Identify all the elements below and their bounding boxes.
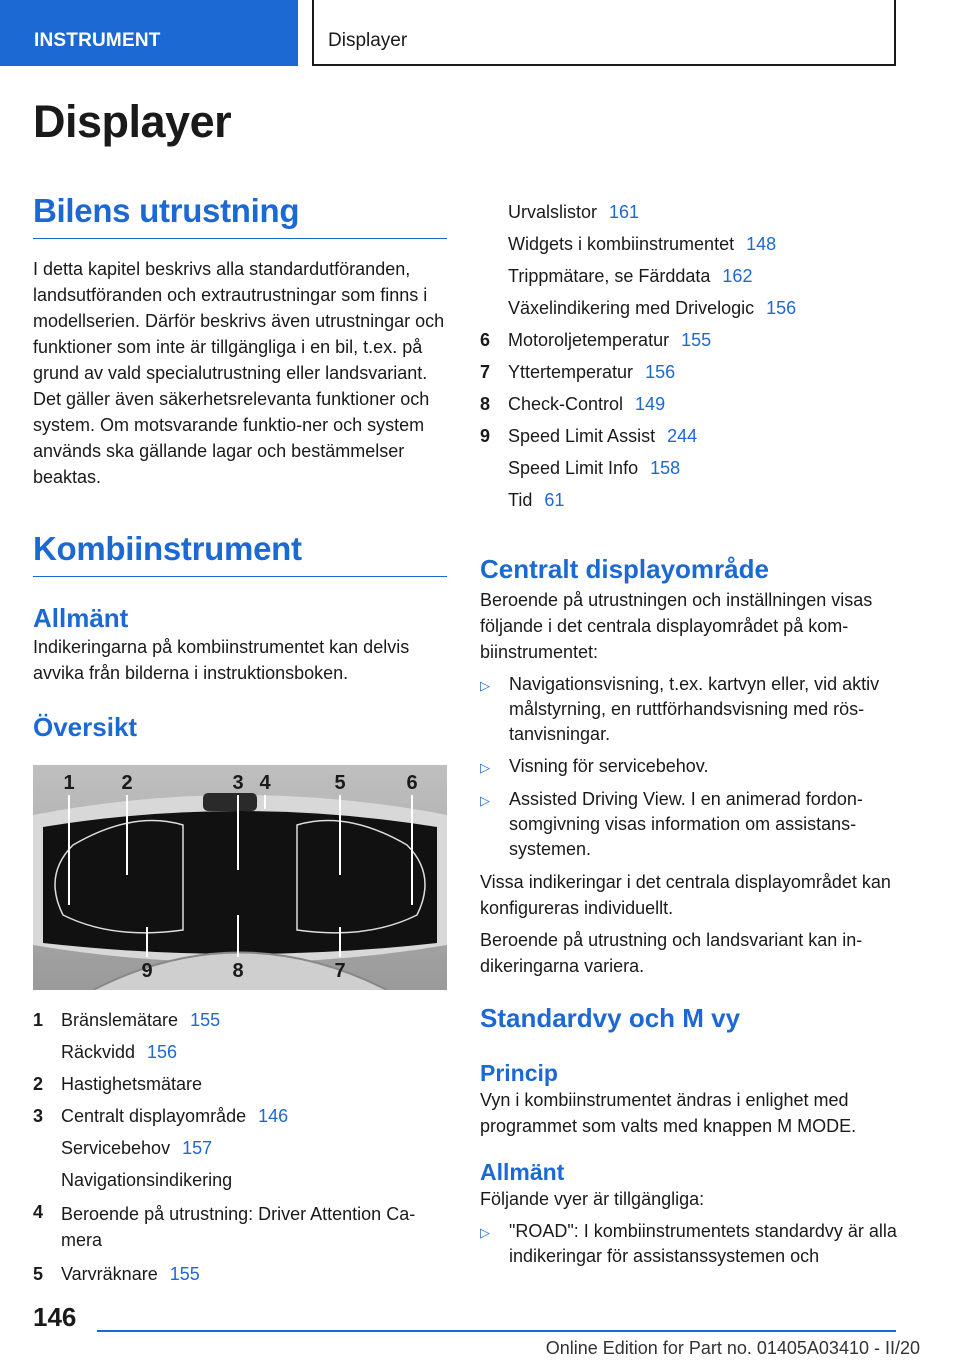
- list-item-number: 7: [480, 362, 491, 382]
- list-item: [480, 484, 898, 516]
- paragraph-princip: Vyn i kombiinstrumentet ändras i enlighet med programmet som valts med knappen M MODE.: [480, 1090, 857, 1136]
- footer-divider: [97, 1330, 896, 1332]
- instrument-cluster-figure: [33, 765, 447, 990]
- heading-oversikt: Översikt: [33, 712, 138, 742]
- list-item-number: [33, 1041, 61, 1063]
- list-item-number: 3: [33, 1106, 44, 1126]
- list-item: [480, 388, 898, 420]
- heading-kombiinstrument: Kombiinstrument: [33, 530, 447, 577]
- list-item: [480, 324, 898, 356]
- list-item: [480, 420, 898, 452]
- list-item: [33, 1196, 447, 1258]
- list-item-text: Yttertemperatur: [508, 362, 634, 382]
- callout-9: 9: [141, 960, 153, 982]
- list-item: [480, 452, 898, 484]
- list-item: [33, 1258, 447, 1290]
- page-reference-link[interactable]: 155: [681, 330, 712, 350]
- paragraph-beroende-pa-utrustning: Beroende på utrustning och landsvariant kan in-dikeringarna variera.: [480, 930, 863, 976]
- list-item-number: [480, 201, 508, 223]
- heading-bilens-utrustning: Bilens utrustning: [33, 192, 447, 239]
- callout-5: 5: [334, 772, 346, 794]
- right-column: [480, 196, 898, 1276]
- page-reference-link[interactable]: 156: [645, 362, 676, 382]
- list-item-number: 5: [33, 1264, 44, 1284]
- list-item-number: 2: [33, 1074, 44, 1094]
- callout-4: 4: [259, 772, 271, 794]
- overview-list-right: [480, 196, 898, 516]
- list-item-text: "ROAD": I kombiinstrumentets standardvy är alla indikeringar för assistanssystemen och: [509, 1221, 897, 1266]
- list-item-text: Urvalslistor: [508, 202, 598, 222]
- list-item: [480, 292, 898, 324]
- overview-list-left: [33, 1004, 447, 1290]
- list-item: [33, 1004, 447, 1036]
- page-reference-link[interactable]: 149: [635, 394, 666, 414]
- list-item-text: Navigationsindikering: [61, 1170, 233, 1190]
- callout-8: 8: [232, 960, 244, 982]
- triangle-bullet-icon: ▷: [480, 678, 490, 693]
- heading-standardvy-och-m-vy: Standardvy och M vy: [480, 1003, 741, 1033]
- list-item-text: Speed Limit Info: [508, 458, 639, 478]
- list-item-number: [480, 297, 508, 319]
- list-item: [480, 228, 898, 260]
- list-item-number: [480, 233, 508, 255]
- page-reference-link[interactable]: 61: [544, 490, 565, 510]
- list-item: [480, 356, 898, 388]
- list-item-text: Visning för servicebehov.: [509, 756, 709, 776]
- list-item-number: [480, 265, 508, 287]
- page-reference-link[interactable]: 156: [766, 298, 797, 318]
- paragraph-centralt-displayomrade: Beroende på utrustningen och inställningen visas följande i det centrala displayområdet på kom-biinstrumentet:: [480, 590, 873, 662]
- list-item-text: Motoroljetemperatur: [508, 330, 670, 350]
- list-item-text: Assisted Driving View. I en animerad fordon-somgivning visas information om assistans-systemen.: [509, 789, 863, 859]
- list-item: [480, 787, 898, 862]
- list-item-text: Servicebehov: [61, 1138, 171, 1158]
- list-item: [33, 1036, 447, 1068]
- triangle-bullet-icon: ▷: [480, 760, 490, 775]
- page-reference-link[interactable]: 161: [609, 202, 640, 222]
- heading-princip: Princip: [480, 1060, 558, 1086]
- page-reference-link[interactable]: 148: [746, 234, 777, 254]
- footer-edition-text: Online Edition for Part no. 01405A03410 - II/20: [545, 1338, 920, 1358]
- list-item-text: Speed Limit Assist: [508, 426, 656, 446]
- list-item-number: [480, 457, 508, 479]
- list-item-number: [480, 489, 508, 511]
- heading-centralt-displayomrade: Centralt displayområde: [480, 554, 769, 584]
- paragraph-allmant: Indikeringarna på kombiinstrumentet kan delvis avvika från bilderna i instruktionsboken.: [33, 637, 410, 683]
- heading-allmant: Allmänt: [33, 603, 129, 633]
- page-reference-link[interactable]: 157: [182, 1138, 213, 1158]
- list-item: [480, 1219, 898, 1269]
- left-column: [33, 192, 447, 1290]
- callout-3: 3: [232, 772, 244, 794]
- list-item-text: Räckvidd: [61, 1042, 136, 1062]
- list-item-number: 9: [480, 426, 491, 446]
- list-item-text: Beroende på utrustning: Driver Attention Ca-mera: [61, 1204, 416, 1250]
- triangle-bullet-icon: ▷: [480, 793, 490, 808]
- list-item: [480, 260, 898, 292]
- list-item-number: [33, 1169, 61, 1191]
- page-reference-link[interactable]: 244: [667, 426, 698, 446]
- instrument-cluster-illustration: [33, 765, 447, 990]
- paragraph-vissa-indikeringar: Vissa indikeringar i det centrala displayområdet kan konfigureras individuellt.: [480, 872, 891, 918]
- list-item-text: Växelindikering med Drivelogic: [508, 298, 755, 318]
- triangle-bullet-icon: ▷: [480, 1225, 490, 1240]
- list-item-text: Navigationsvisning, t.ex. kartvyn eller, vid aktiv målstyrning, en ruttförhandsvisning med rös-tanvisningar.: [509, 674, 880, 744]
- bullet-list-central: [480, 672, 898, 862]
- list-item: [33, 1164, 447, 1196]
- page-reference-link[interactable]: 155: [190, 1010, 221, 1030]
- callout-6: 6: [406, 772, 418, 794]
- page-reference-link[interactable]: 155: [169, 1264, 200, 1284]
- header-section-tab: INSTRUMENT: [0, 0, 298, 66]
- list-item: [33, 1132, 447, 1164]
- list-item-number: 1: [33, 1010, 44, 1030]
- list-item-number: [33, 1137, 61, 1159]
- list-item-text: Centralt displayområde: [61, 1106, 247, 1126]
- list-item-text: Varvräknare: [61, 1264, 158, 1284]
- list-item-text: Check-Control: [508, 394, 624, 414]
- heading-allmant-vyer: Allmänt: [480, 1159, 565, 1185]
- page-number: 146: [33, 1302, 77, 1332]
- list-item: [480, 196, 898, 228]
- page-reference-link[interactable]: 158: [650, 458, 681, 478]
- list-item: [480, 672, 898, 747]
- list-item-text: Trippmätare, se Färddata: [508, 266, 711, 286]
- header-topic-tab: Displayer: [312, 0, 896, 66]
- list-item: [33, 1100, 447, 1132]
- page-title: Displayer: [33, 96, 232, 147]
- callout-1: 1: [63, 772, 75, 794]
- list-item: [33, 1068, 447, 1100]
- list-item-text: Widgets i kombiinstrumentet: [508, 234, 735, 254]
- list-item-text: Hastighetsmätare: [61, 1074, 203, 1094]
- list-item-number: 6: [480, 330, 491, 350]
- paragraph-bilens-utrustning: I detta kapitel beskrivs alla standardutföranden, landsutföranden och extrautrustningar som finns i modellserien. Därför beskrivs även utrustningar och funktioner som inte är tillgängliga i en bil, t.ex. på grund av vald specialutrustning eller landsvariant. Det gäller även säkerhetsrelevanta funktioner och system. Om motsvarande funktio-ner och system används ska gällande lagar och bestämmelser beaktas.: [33, 259, 445, 487]
- list-item-text: Bränslemätare: [61, 1010, 179, 1030]
- page-reference-link[interactable]: 162: [722, 266, 753, 286]
- paragraph-tillgangliga-vyer: Följande vyer är tillgängliga:: [480, 1189, 705, 1209]
- callout-7: 7: [334, 960, 346, 982]
- list-item-number: 8: [480, 394, 491, 414]
- page-reference-link[interactable]: 146: [258, 1106, 289, 1126]
- page-reference-link[interactable]: 156: [147, 1042, 178, 1062]
- list-item-number: 4: [33, 1202, 44, 1222]
- bullet-list-vyer: [480, 1219, 898, 1269]
- list-item-text: Tid: [508, 490, 533, 510]
- list-item: [480, 754, 898, 780]
- callout-2: 2: [121, 772, 133, 794]
